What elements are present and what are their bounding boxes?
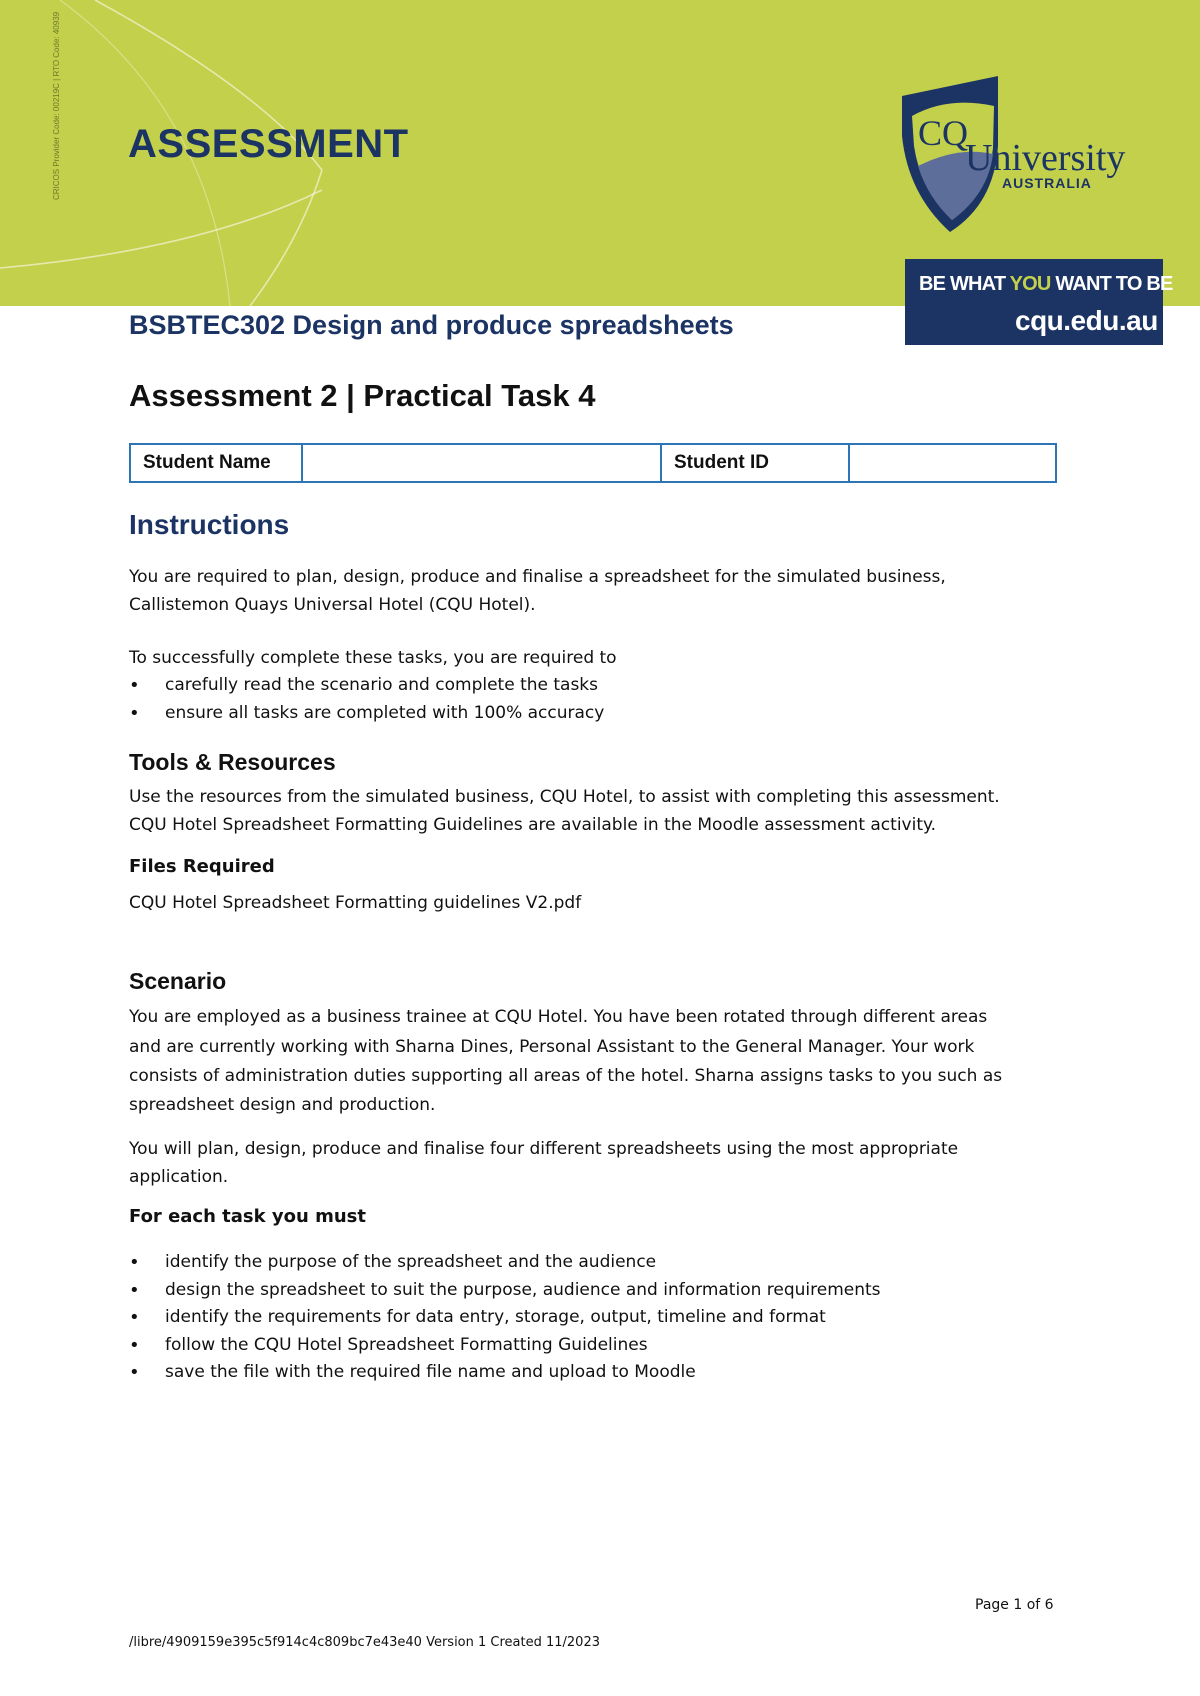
tools-heading: Tools & Resources [129,749,336,775]
list-item: • identify the purpose of the spreadsheet and the audience [129,1249,881,1277]
logo-australia: AUSTRALIA [1002,175,1092,191]
banner-title: ASSESSMENT [128,122,409,166]
course-title: BSBTEC302 Design and produce spreadsheets [129,310,734,340]
tagline-post: WANT TO BE [1050,273,1173,295]
student-id-label: Student ID [661,444,849,482]
list-item: • identify the requirements for data entry, storage, output, timeline and format [129,1304,881,1332]
scenario-line: and are currently working with Sharna Dines, Personal Assistant to the General Manager. Your work [129,1037,975,1057]
logo-university: University [965,137,1126,179]
scenario-para2-line2: application. [129,1167,229,1187]
student-name-field[interactable] [302,444,661,482]
tagline-text [919,273,1173,296]
tagline-highlight: YOU [1009,273,1051,295]
list-item: • ensure all tasks are completed with 100% accuracy [129,700,604,728]
instructions-heading: Instructions [129,509,290,540]
file-name: CQU Hotel Spreadsheet Formatting guidelines V2.pdf [129,893,582,913]
student-name-label: Student Name [130,444,302,482]
logo-cq: CQ [918,113,969,153]
list-item: • carefully read the scenario and complete the tasks [129,672,604,700]
instructions-para2: To successfully complete these tasks, you are required to [129,648,617,668]
list-item: • follow the CQU Hotel Spreadsheet Formatting Guidelines [129,1332,881,1360]
scenario-para2-line1: You will plan, design, produce and finalise four different spreadsheets using the most appropriate [129,1139,959,1159]
student-id-field[interactable] [849,444,1056,482]
cricos-code: CRICOS Provider Code: 00219C | RTO Code: 40939 [52,11,61,200]
assessment-title: Assessment 2 | Practical Task 4 [129,378,596,413]
page-number: Page 1 of 6 [975,1597,1054,1613]
instructions-para1-line1: You are required to plan, design, produce and finalise a spreadsheet for the simulated business, [129,567,946,587]
website-url: cqu.edu.au [1015,305,1158,336]
task-requirements-heading: For each task you must [129,1206,366,1227]
files-required-heading: Files Required [129,856,275,877]
instructions-para1-line2: Callistemon Quays Universal Hotel (CQU Hotel). [129,595,536,615]
scenario-heading: Scenario [129,968,227,994]
document-footer: /libre/4909159e395c5f914c4c809bc7e43e40 Version 1 Created 11/2023 [129,1635,600,1650]
tools-line2: CQU Hotel Spreadsheet Formatting Guidelines are available in the Moodle assessment activity. [129,815,937,835]
tools-line1: Use the resources from the simulated business, CQU Hotel, to assist with completing this assessment. [129,787,1000,807]
tagline-pre: BE WHAT [919,273,1010,295]
scenario-line: spreadsheet design and production. [129,1095,436,1115]
list-item: • save the file with the required file name and upload to Moodle [129,1359,881,1387]
scenario-line: You are employed as a business trainee at CQU Hotel. You have been rotated through different areas [129,1007,988,1027]
task-requirements-bullets [129,1249,881,1387]
student-details-table [129,443,1057,483]
instructions-bullets [129,672,604,727]
list-item: • design the spreadsheet to suit the purpose, audience and information requirements [129,1277,881,1305]
scenario-line: consists of administration duties supporting all areas of the hotel. Sharna assigns tasks to you such as [129,1066,1003,1086]
tagline-box [905,259,1173,345]
